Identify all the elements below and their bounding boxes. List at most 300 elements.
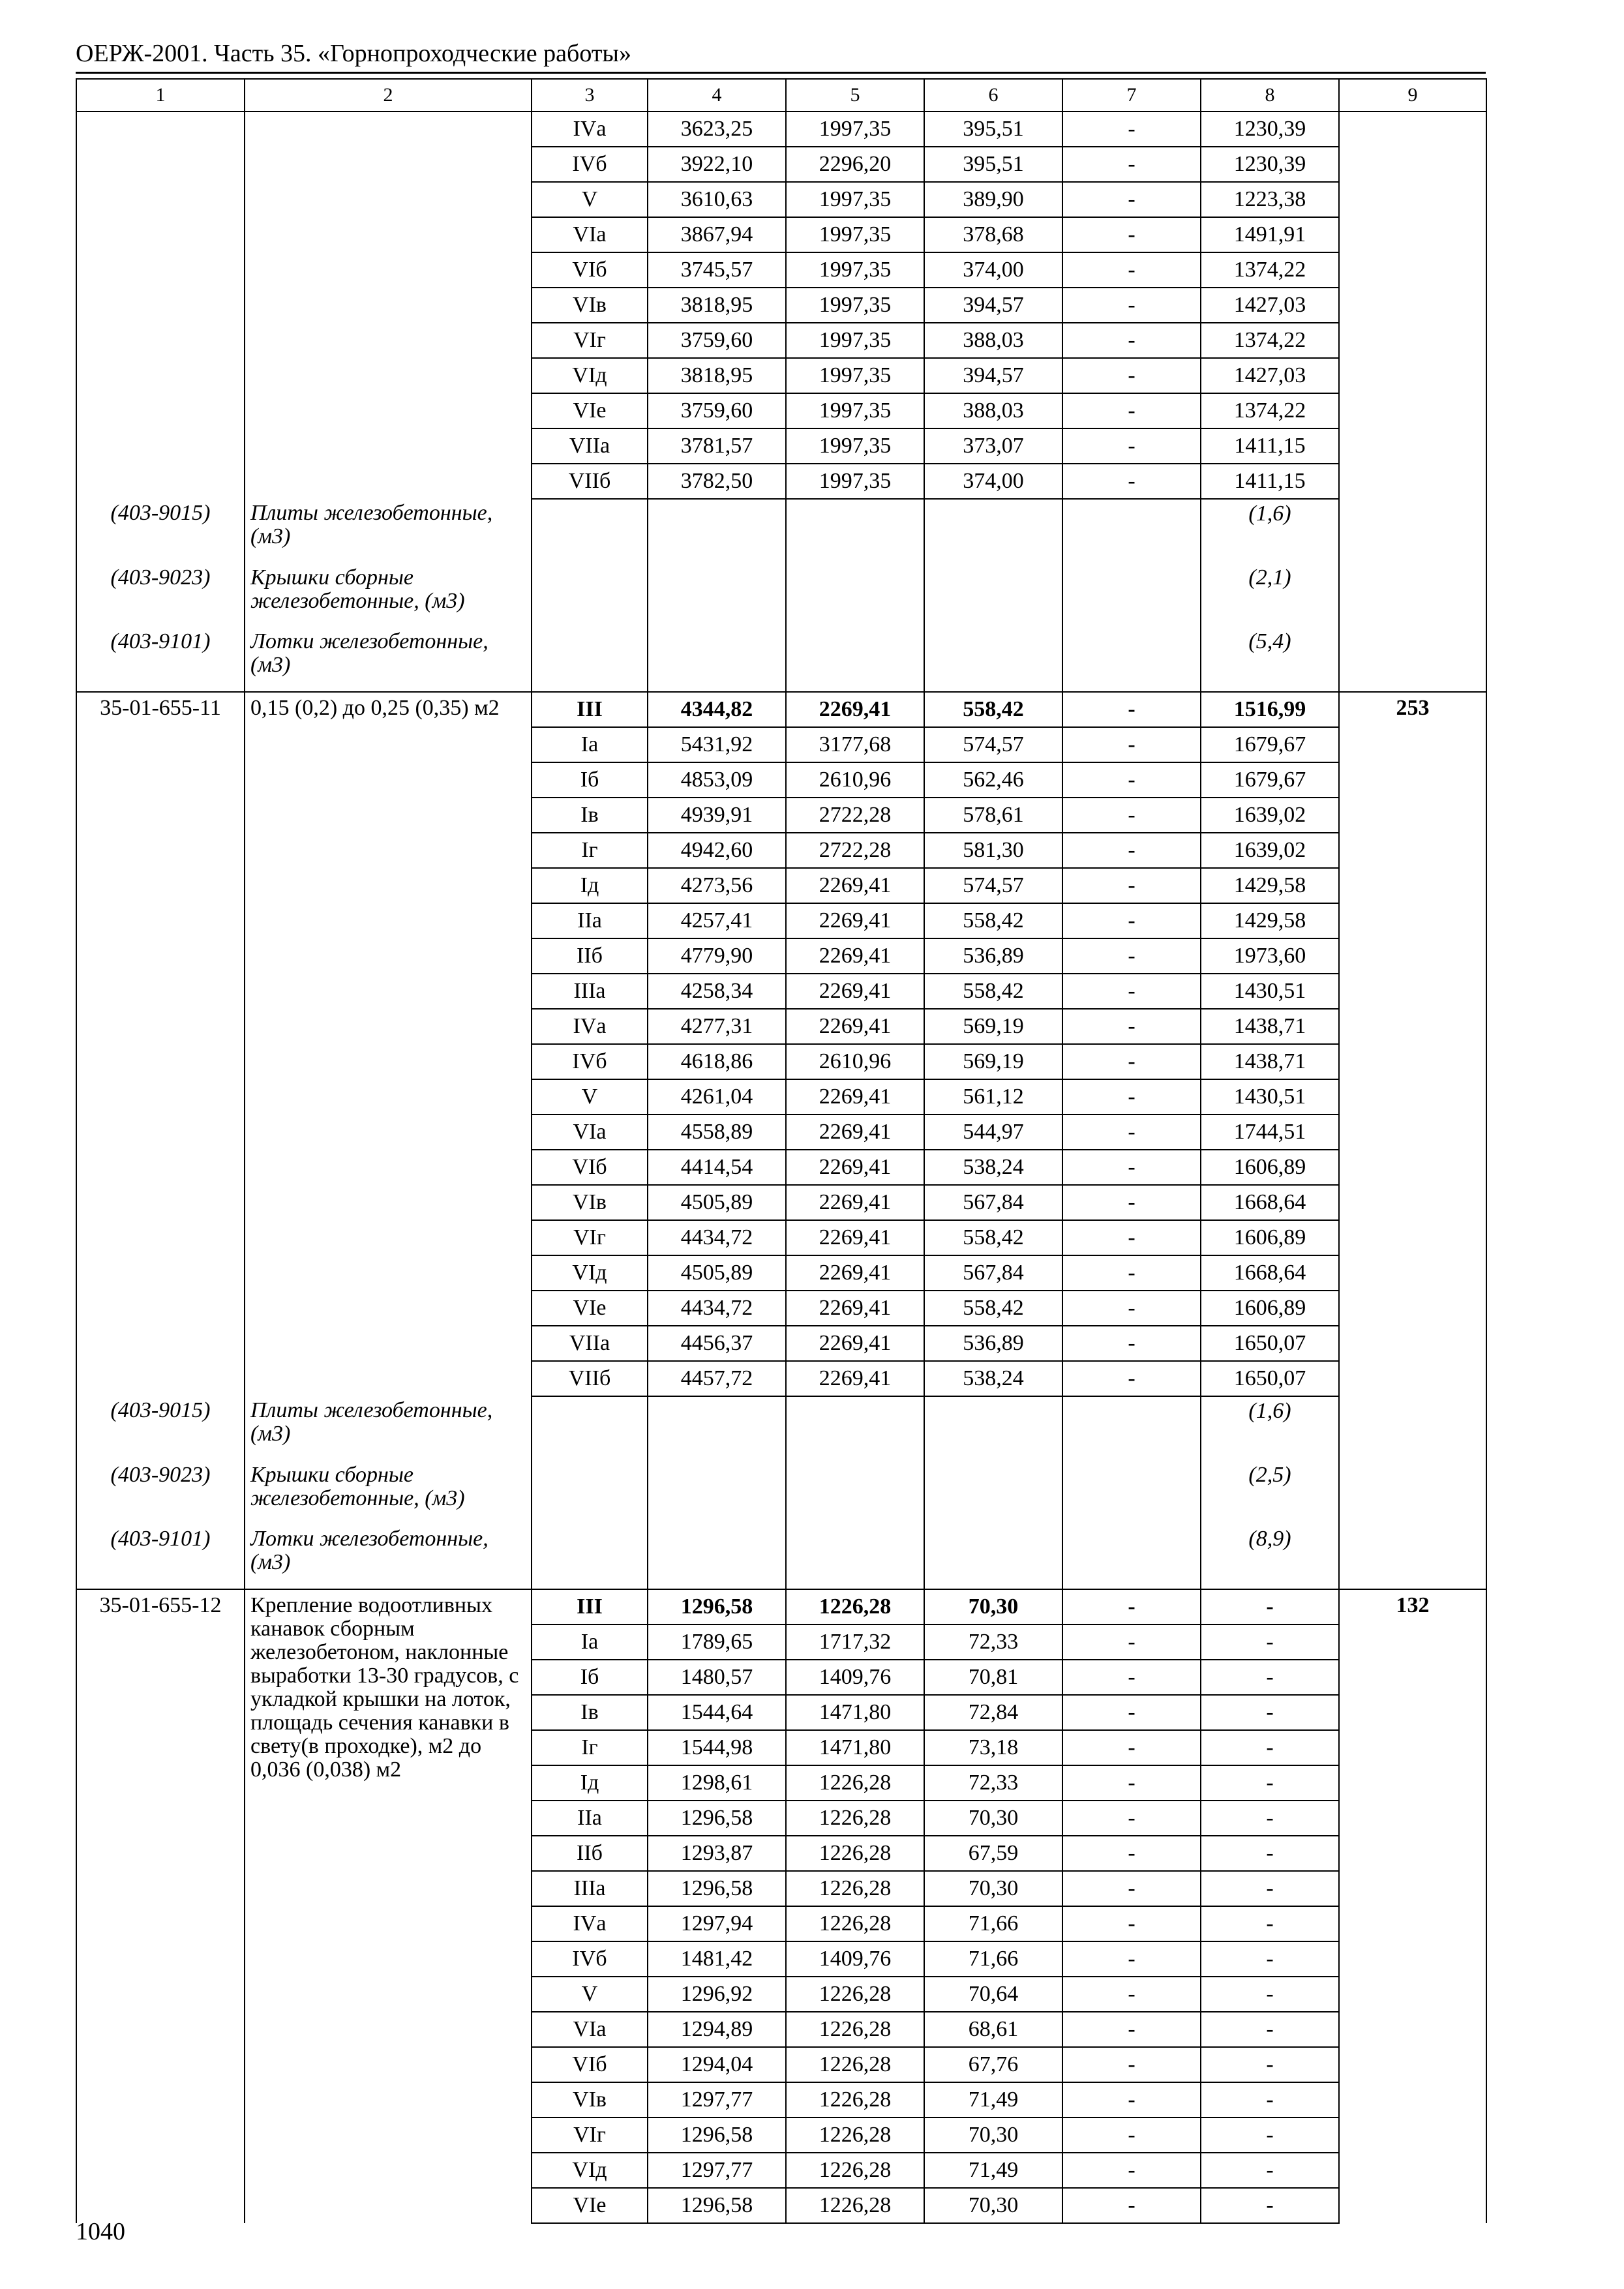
machines-cell: 70,30 bbox=[924, 2188, 1062, 2223]
wages-cell: 1997,35 bbox=[786, 182, 924, 217]
total-cost-cell: 3922,10 bbox=[648, 147, 786, 182]
total-cost-cell: 3781,57 bbox=[648, 428, 786, 464]
table-row bbox=[76, 1589, 1486, 1624]
zone-cell: Iб bbox=[532, 1660, 648, 1695]
materials-cell: - bbox=[1201, 2117, 1339, 2153]
zone-cell: VIе bbox=[532, 2188, 648, 2223]
driver-wages-cell: - bbox=[1062, 1326, 1201, 1361]
position-description bbox=[245, 112, 532, 499]
driver-wages-cell bbox=[1062, 1525, 1201, 1589]
wages-cell: 1409,76 bbox=[786, 1941, 924, 1977]
total-cost-cell: 3818,95 bbox=[648, 288, 786, 323]
wages-cell bbox=[786, 1396, 924, 1461]
driver-wages-cell: - bbox=[1062, 1660, 1201, 1695]
materials-cell: 1606,89 bbox=[1201, 1220, 1339, 1255]
wages-cell: 1226,28 bbox=[786, 1589, 924, 1624]
wages-cell: 2269,41 bbox=[786, 903, 924, 938]
materials-cell: 1668,64 bbox=[1201, 1185, 1339, 1220]
total-cost-cell bbox=[648, 1461, 786, 1525]
machines-cell bbox=[924, 499, 1062, 563]
zone-cell: IIIа bbox=[532, 974, 648, 1009]
materials-cell: - bbox=[1201, 1624, 1339, 1660]
material-code: (403-9023) bbox=[76, 1461, 245, 1525]
machines-cell bbox=[924, 1396, 1062, 1461]
zone-cell: VIв bbox=[532, 288, 648, 323]
total-cost-cell: 3745,57 bbox=[648, 252, 786, 288]
materials-cell: 1230,39 bbox=[1201, 147, 1339, 182]
wages-cell: 1997,35 bbox=[786, 358, 924, 393]
zone-cell: Iв bbox=[532, 798, 648, 833]
zone-cell: III bbox=[532, 692, 648, 727]
material-name: Лотки железобетонные, (м3) bbox=[245, 627, 532, 692]
header-rule bbox=[76, 72, 1486, 74]
machines-cell: 558,42 bbox=[924, 692, 1062, 727]
zone-cell bbox=[532, 499, 648, 563]
wages-cell: 2269,41 bbox=[786, 1220, 924, 1255]
wages-cell: 1997,35 bbox=[786, 112, 924, 147]
driver-wages-cell bbox=[1062, 1461, 1201, 1525]
labor-cost-cell bbox=[1339, 112, 1486, 692]
total-cost-cell: 4258,34 bbox=[648, 974, 786, 1009]
total-cost-cell bbox=[648, 563, 786, 627]
zone-cell: VIIб bbox=[532, 464, 648, 499]
zone-cell: VIIа bbox=[532, 1326, 648, 1361]
machines-cell: 374,00 bbox=[924, 464, 1062, 499]
total-cost-cell: 4434,72 bbox=[648, 1220, 786, 1255]
machines-cell: 544,97 bbox=[924, 1115, 1062, 1150]
wages-cell: 1997,35 bbox=[786, 428, 924, 464]
zone-cell: IIа bbox=[532, 1801, 648, 1836]
wages-cell: 2269,41 bbox=[786, 692, 924, 727]
zone-cell: IIIа bbox=[532, 1871, 648, 1906]
wages-cell: 1226,28 bbox=[786, 2047, 924, 2082]
machines-cell: 67,59 bbox=[924, 1836, 1062, 1871]
driver-wages-cell: - bbox=[1062, 288, 1201, 323]
materials-cell: 1427,03 bbox=[1201, 358, 1339, 393]
machines-cell bbox=[924, 1525, 1062, 1589]
total-cost-cell: 4505,89 bbox=[648, 1185, 786, 1220]
materials-cell: 1679,67 bbox=[1201, 727, 1339, 762]
position-code bbox=[76, 112, 245, 499]
material-qty-cell: (8,9) bbox=[1201, 1525, 1339, 1589]
driver-wages-cell: - bbox=[1062, 1044, 1201, 1079]
materials-cell: 1430,51 bbox=[1201, 974, 1339, 1009]
materials-cell: 1438,71 bbox=[1201, 1044, 1339, 1079]
zone-cell: IVб bbox=[532, 1044, 648, 1079]
total-cost-cell: 1296,58 bbox=[648, 1871, 786, 1906]
materials-cell: - bbox=[1201, 1695, 1339, 1730]
machines-cell: 394,57 bbox=[924, 358, 1062, 393]
material-code: (403-9015) bbox=[76, 499, 245, 563]
zone-cell bbox=[532, 1525, 648, 1589]
column-number: 6 bbox=[924, 79, 1062, 112]
machines-cell: 558,42 bbox=[924, 1291, 1062, 1326]
material-row bbox=[76, 1396, 1486, 1461]
driver-wages-cell: - bbox=[1062, 1079, 1201, 1115]
driver-wages-cell: - bbox=[1062, 2153, 1201, 2188]
materials-cell: 1411,15 bbox=[1201, 464, 1339, 499]
driver-wages-cell: - bbox=[1062, 2012, 1201, 2047]
machines-cell: 373,07 bbox=[924, 428, 1062, 464]
machines-cell: 578,61 bbox=[924, 798, 1062, 833]
column-number: 9 bbox=[1339, 79, 1486, 112]
driver-wages-cell: - bbox=[1062, 1765, 1201, 1801]
zone-cell: IIб bbox=[532, 1836, 648, 1871]
wages-cell: 2269,41 bbox=[786, 1326, 924, 1361]
position-description: 0,15 (0,2) до 0,25 (0,35) м2 bbox=[245, 692, 532, 1396]
zone-cell: V bbox=[532, 182, 648, 217]
driver-wages-cell: - bbox=[1062, 1361, 1201, 1396]
position-code: 35-01-655-12 bbox=[76, 1589, 245, 2223]
materials-cell: 1650,07 bbox=[1201, 1326, 1339, 1361]
position-description: Крепление водоотливных канавок сборным железобетоном, наклонные выработки 13-30 градусов, с укладкой крышки на лоток, площадь сечения канавки в свету(в проходке), м2 до 0,036 (0,038) м2 bbox=[245, 1589, 532, 2223]
materials-cell: 1516,99 bbox=[1201, 692, 1339, 727]
driver-wages-cell bbox=[1062, 499, 1201, 563]
wages-cell: 2269,41 bbox=[786, 1185, 924, 1220]
zone-cell: VIб bbox=[532, 252, 648, 288]
total-cost-cell: 1544,98 bbox=[648, 1730, 786, 1765]
machines-cell: 72,33 bbox=[924, 1765, 1062, 1801]
page-number: 1040 bbox=[76, 2218, 125, 2245]
driver-wages-cell: - bbox=[1062, 393, 1201, 428]
total-cost-cell: 5431,92 bbox=[648, 727, 786, 762]
total-cost-cell: 4942,60 bbox=[648, 833, 786, 868]
wages-cell: 2269,41 bbox=[786, 938, 924, 974]
wages-cell: 2269,41 bbox=[786, 1291, 924, 1326]
zone-cell: VIа bbox=[532, 1115, 648, 1150]
machines-cell: 72,84 bbox=[924, 1695, 1062, 1730]
total-cost-cell: 4505,89 bbox=[648, 1255, 786, 1291]
wages-cell: 1997,35 bbox=[786, 288, 924, 323]
machines-cell: 71,66 bbox=[924, 1941, 1062, 1977]
wages-cell: 1717,32 bbox=[786, 1624, 924, 1660]
driver-wages-cell: - bbox=[1062, 1009, 1201, 1044]
driver-wages-cell: - bbox=[1062, 1255, 1201, 1291]
machines-cell: 395,51 bbox=[924, 112, 1062, 147]
wages-cell: 1226,28 bbox=[786, 2012, 924, 2047]
material-row bbox=[76, 499, 1486, 563]
zone-cell: IIа bbox=[532, 903, 648, 938]
wages-cell bbox=[786, 1525, 924, 1589]
machines-cell: 558,42 bbox=[924, 903, 1062, 938]
machines-cell: 538,24 bbox=[924, 1150, 1062, 1185]
materials-cell: - bbox=[1201, 1765, 1339, 1801]
driver-wages-cell: - bbox=[1062, 1150, 1201, 1185]
zone-cell: VIг bbox=[532, 323, 648, 358]
machines-cell: 378,68 bbox=[924, 217, 1062, 252]
machines-cell: 71,66 bbox=[924, 1906, 1062, 1941]
materials-cell: 1650,07 bbox=[1201, 1361, 1339, 1396]
wages-cell: 1226,28 bbox=[786, 2153, 924, 2188]
materials-cell: - bbox=[1201, 2188, 1339, 2223]
wages-cell: 2722,28 bbox=[786, 798, 924, 833]
materials-cell: 1606,89 bbox=[1201, 1291, 1339, 1326]
total-cost-cell: 1296,58 bbox=[648, 1801, 786, 1836]
wages-cell: 2269,41 bbox=[786, 1115, 924, 1150]
total-cost-cell: 1296,58 bbox=[648, 1589, 786, 1624]
table-body bbox=[76, 79, 1486, 2223]
zone-cell: IVа bbox=[532, 1906, 648, 1941]
zone-cell: VIд bbox=[532, 2153, 648, 2188]
machines-cell: 70,30 bbox=[924, 1801, 1062, 1836]
zone-cell: VIг bbox=[532, 1220, 648, 1255]
material-row bbox=[76, 1461, 1486, 1525]
total-cost-cell: 1296,92 bbox=[648, 1977, 786, 2012]
zone-cell: Iа bbox=[532, 727, 648, 762]
zone-cell: V bbox=[532, 1079, 648, 1115]
driver-wages-cell: - bbox=[1062, 1185, 1201, 1220]
zone-cell bbox=[532, 1396, 648, 1461]
materials-cell: 1679,67 bbox=[1201, 762, 1339, 798]
wages-cell: 1226,28 bbox=[786, 1836, 924, 1871]
machines-cell: 70,30 bbox=[924, 1589, 1062, 1624]
driver-wages-cell: - bbox=[1062, 182, 1201, 217]
machines-cell: 581,30 bbox=[924, 833, 1062, 868]
driver-wages-cell: - bbox=[1062, 1220, 1201, 1255]
machines-cell: 73,18 bbox=[924, 1730, 1062, 1765]
materials-cell: 1744,51 bbox=[1201, 1115, 1339, 1150]
wages-cell: 1409,76 bbox=[786, 1660, 924, 1695]
total-cost-cell: 3759,60 bbox=[648, 323, 786, 358]
total-cost-cell: 1293,87 bbox=[648, 1836, 786, 1871]
total-cost-cell bbox=[648, 499, 786, 563]
material-code: (403-9101) bbox=[76, 627, 245, 692]
total-cost-cell: 3610,63 bbox=[648, 182, 786, 217]
wages-cell: 2269,41 bbox=[786, 1079, 924, 1115]
materials-cell: - bbox=[1201, 2082, 1339, 2117]
machines-cell: 70,30 bbox=[924, 1871, 1062, 1906]
total-cost-cell: 4939,91 bbox=[648, 798, 786, 833]
driver-wages-cell: - bbox=[1062, 2117, 1201, 2153]
wages-cell: 2269,41 bbox=[786, 1255, 924, 1291]
column-number: 4 bbox=[648, 79, 786, 112]
wages-cell: 1226,28 bbox=[786, 2082, 924, 2117]
wages-cell: 1226,28 bbox=[786, 1801, 924, 1836]
driver-wages-cell: - bbox=[1062, 903, 1201, 938]
driver-wages-cell: - bbox=[1062, 2047, 1201, 2082]
machines-cell: 536,89 bbox=[924, 938, 1062, 974]
machines-cell: 70,64 bbox=[924, 1977, 1062, 2012]
column-number: 7 bbox=[1062, 79, 1201, 112]
materials-cell: 1411,15 bbox=[1201, 428, 1339, 464]
material-qty-cell: (1,6) bbox=[1201, 1396, 1339, 1461]
driver-wages-cell: - bbox=[1062, 252, 1201, 288]
material-qty-cell: (5,4) bbox=[1201, 627, 1339, 692]
zone-cell: Iг bbox=[532, 1730, 648, 1765]
driver-wages-cell: - bbox=[1062, 692, 1201, 727]
machines-cell: 67,76 bbox=[924, 2047, 1062, 2082]
total-cost-cell: 4344,82 bbox=[648, 692, 786, 727]
machines-cell: 70,81 bbox=[924, 1660, 1062, 1695]
driver-wages-cell: - bbox=[1062, 2188, 1201, 2223]
wages-cell bbox=[786, 627, 924, 692]
labor-cost-cell: 132 bbox=[1339, 1589, 1486, 2223]
material-code: (403-9101) bbox=[76, 1525, 245, 1589]
materials-cell: 1438,71 bbox=[1201, 1009, 1339, 1044]
driver-wages-cell: - bbox=[1062, 798, 1201, 833]
driver-wages-cell: - bbox=[1062, 323, 1201, 358]
zone-cell: IVб bbox=[532, 1941, 648, 1977]
driver-wages-cell: - bbox=[1062, 762, 1201, 798]
total-cost-cell: 1481,42 bbox=[648, 1941, 786, 1977]
total-cost-cell: 4434,72 bbox=[648, 1291, 786, 1326]
material-name: Плиты железобетонные, (м3) bbox=[245, 1396, 532, 1461]
machines-cell: 68,61 bbox=[924, 2012, 1062, 2047]
material-row bbox=[76, 1525, 1486, 1589]
materials-cell: - bbox=[1201, 1589, 1339, 1624]
driver-wages-cell: - bbox=[1062, 1941, 1201, 1977]
zone-cell: V bbox=[532, 1977, 648, 2012]
zone-cell: VIа bbox=[532, 217, 648, 252]
materials-cell: - bbox=[1201, 2047, 1339, 2082]
wages-cell: 1471,80 bbox=[786, 1730, 924, 1765]
total-cost-cell: 1297,77 bbox=[648, 2153, 786, 2188]
total-cost-cell: 4853,09 bbox=[648, 762, 786, 798]
material-name: Плиты железобетонные, (м3) bbox=[245, 499, 532, 563]
total-cost-cell: 1298,61 bbox=[648, 1765, 786, 1801]
labor-cost-cell: 253 bbox=[1339, 692, 1486, 1589]
materials-cell: - bbox=[1201, 1660, 1339, 1695]
column-number: 5 bbox=[786, 79, 924, 112]
total-cost-cell: 4457,72 bbox=[648, 1361, 786, 1396]
machines-cell: 569,19 bbox=[924, 1044, 1062, 1079]
driver-wages-cell bbox=[1062, 627, 1201, 692]
wages-cell: 1226,28 bbox=[786, 2188, 924, 2223]
machines-cell: 561,12 bbox=[924, 1079, 1062, 1115]
materials-cell: - bbox=[1201, 1836, 1339, 1871]
zone-cell: VIIб bbox=[532, 1361, 648, 1396]
materials-cell: - bbox=[1201, 2012, 1339, 2047]
zone-cell bbox=[532, 627, 648, 692]
driver-wages-cell: - bbox=[1062, 1871, 1201, 1906]
driver-wages-cell: - bbox=[1062, 1836, 1201, 1871]
total-cost-cell: 4414,54 bbox=[648, 1150, 786, 1185]
total-cost-cell: 4779,90 bbox=[648, 938, 786, 974]
material-qty-cell: (2,5) bbox=[1201, 1461, 1339, 1525]
machines-cell: 71,49 bbox=[924, 2153, 1062, 2188]
driver-wages-cell: - bbox=[1062, 1115, 1201, 1150]
wages-cell bbox=[786, 499, 924, 563]
materials-cell: - bbox=[1201, 1941, 1339, 1977]
total-cost-cell: 1294,89 bbox=[648, 2012, 786, 2047]
total-cost-cell: 4558,89 bbox=[648, 1115, 786, 1150]
material-code: (403-9023) bbox=[76, 563, 245, 627]
total-cost-cell: 1296,58 bbox=[648, 2117, 786, 2153]
zone-cell: Iг bbox=[532, 833, 648, 868]
total-cost-cell bbox=[648, 627, 786, 692]
machines-cell bbox=[924, 563, 1062, 627]
column-number: 3 bbox=[532, 79, 648, 112]
machines-cell: 536,89 bbox=[924, 1326, 1062, 1361]
materials-cell: 1230,39 bbox=[1201, 112, 1339, 147]
machines-cell: 567,84 bbox=[924, 1255, 1062, 1291]
driver-wages-cell: - bbox=[1062, 974, 1201, 1009]
materials-cell: 1606,89 bbox=[1201, 1150, 1339, 1185]
zone-cell: VIг bbox=[532, 2117, 648, 2153]
zone-cell: IVб bbox=[532, 147, 648, 182]
zone-cell: IVа bbox=[532, 112, 648, 147]
driver-wages-cell: - bbox=[1062, 147, 1201, 182]
driver-wages-cell: - bbox=[1062, 1730, 1201, 1765]
price-table bbox=[76, 78, 1487, 2224]
total-cost-cell: 4257,41 bbox=[648, 903, 786, 938]
column-number-row bbox=[76, 79, 1486, 112]
driver-wages-cell: - bbox=[1062, 727, 1201, 762]
zone-cell: VIIа bbox=[532, 428, 648, 464]
driver-wages-cell bbox=[1062, 1396, 1201, 1461]
table-row bbox=[76, 692, 1486, 727]
machines-cell: 389,90 bbox=[924, 182, 1062, 217]
materials-cell: 1491,91 bbox=[1201, 217, 1339, 252]
wages-cell: 2269,41 bbox=[786, 974, 924, 1009]
total-cost-cell bbox=[648, 1396, 786, 1461]
column-number: 1 bbox=[76, 79, 245, 112]
materials-cell: 1374,22 bbox=[1201, 323, 1339, 358]
wages-cell: 1997,35 bbox=[786, 393, 924, 428]
driver-wages-cell: - bbox=[1062, 833, 1201, 868]
materials-cell: - bbox=[1201, 1906, 1339, 1941]
zone-cell: VIд bbox=[532, 1255, 648, 1291]
total-cost-cell: 1789,65 bbox=[648, 1624, 786, 1660]
machines-cell: 562,46 bbox=[924, 762, 1062, 798]
driver-wages-cell: - bbox=[1062, 1291, 1201, 1326]
zone-cell: Iа bbox=[532, 1624, 648, 1660]
table-row bbox=[76, 112, 1486, 147]
wages-cell bbox=[786, 563, 924, 627]
zone-cell: Iб bbox=[532, 762, 648, 798]
zone-cell bbox=[532, 1461, 648, 1525]
materials-cell: 1668,64 bbox=[1201, 1255, 1339, 1291]
machines-cell: 388,03 bbox=[924, 393, 1062, 428]
wages-cell: 1471,80 bbox=[786, 1695, 924, 1730]
materials-cell: 1427,03 bbox=[1201, 288, 1339, 323]
total-cost-cell: 1544,64 bbox=[648, 1695, 786, 1730]
wages-cell: 3177,68 bbox=[786, 727, 924, 762]
total-cost-cell bbox=[648, 1525, 786, 1589]
zone-cell: VIв bbox=[532, 2082, 648, 2117]
material-name: Крышки сборные железобетонные, (м3) bbox=[245, 1461, 532, 1525]
materials-cell: - bbox=[1201, 1801, 1339, 1836]
column-number: 2 bbox=[245, 79, 532, 112]
total-cost-cell: 4273,56 bbox=[648, 868, 786, 903]
page-header: ОЕРЖ-2001. Часть 35. «Горнопроходческие работы» bbox=[76, 40, 631, 67]
machines-cell: 72,33 bbox=[924, 1624, 1062, 1660]
machines-cell: 538,24 bbox=[924, 1361, 1062, 1396]
total-cost-cell: 3623,25 bbox=[648, 112, 786, 147]
zone-cell: VIб bbox=[532, 2047, 648, 2082]
materials-cell: 1639,02 bbox=[1201, 798, 1339, 833]
wages-cell: 2722,28 bbox=[786, 833, 924, 868]
wages-cell: 2269,41 bbox=[786, 1361, 924, 1396]
position-code: 35-01-655-11 bbox=[76, 692, 245, 1396]
total-cost-cell: 1297,77 bbox=[648, 2082, 786, 2117]
total-cost-cell: 4456,37 bbox=[648, 1326, 786, 1361]
machines-cell: 567,84 bbox=[924, 1185, 1062, 1220]
total-cost-cell: 4277,31 bbox=[648, 1009, 786, 1044]
total-cost-cell: 3867,94 bbox=[648, 217, 786, 252]
wages-cell: 2610,96 bbox=[786, 1044, 924, 1079]
material-name: Крышки сборные железобетонные, (м3) bbox=[245, 563, 532, 627]
material-name: Лотки железобетонные, (м3) bbox=[245, 1525, 532, 1589]
driver-wages-cell bbox=[1062, 563, 1201, 627]
wages-cell: 1226,28 bbox=[786, 2117, 924, 2153]
wages-cell: 1226,28 bbox=[786, 1906, 924, 1941]
materials-cell: - bbox=[1201, 1730, 1339, 1765]
zone-cell: VIб bbox=[532, 1150, 648, 1185]
zone-cell: Iв bbox=[532, 1695, 648, 1730]
driver-wages-cell: - bbox=[1062, 1589, 1201, 1624]
machines-cell bbox=[924, 627, 1062, 692]
